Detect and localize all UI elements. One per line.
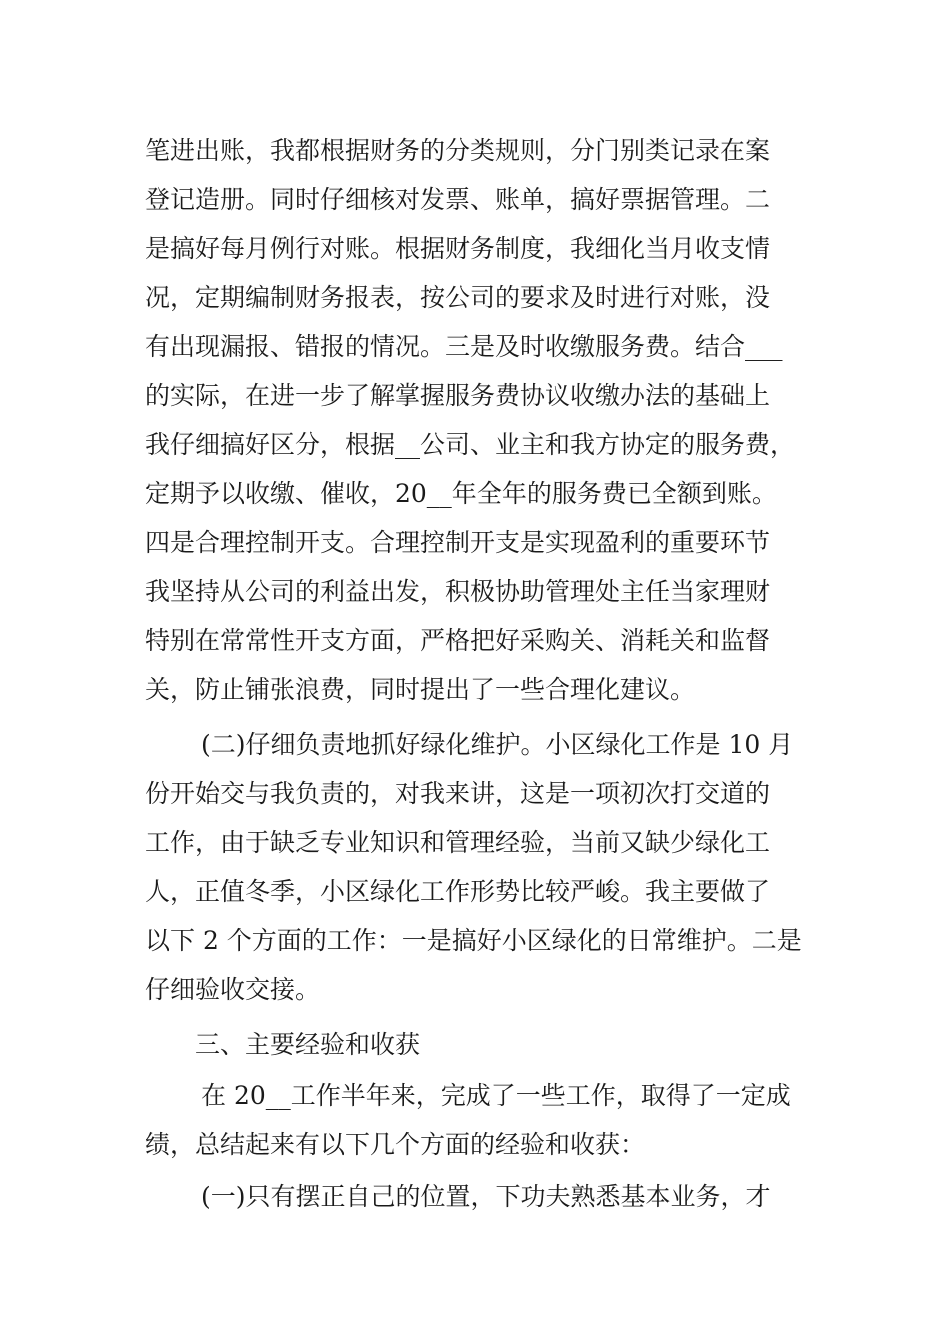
text-line: 我仔细搞好区分，根据__公司、业主和我方协定的服务费， (145, 430, 796, 459)
text-line: 以下 2 个方面的工作：一是搞好小区绿化的日常维护。二是 (145, 926, 802, 955)
paragraph-experience (145, 1172, 825, 1221)
heading-line: 三、主要经验和收获 (195, 1030, 421, 1059)
text-line: (二)仔细负责地抓好绿化维护。小区绿化工作是 10 月 (201, 730, 794, 759)
text-line: 份开始交与我负责的，对我来讲，这是一项初次打交道的 (145, 779, 771, 808)
text-line: 特别在常常性开支方面，严格把好采购关、消耗关和监督 (145, 626, 771, 655)
text-line: 定期予以收缴、催收，20__年全年的服务费已全额到账。 (145, 479, 777, 508)
text-line: 四是合理控制开支。合理控制开支是实现盈利的重要环节 (145, 528, 771, 557)
paragraph-greening (145, 720, 825, 1014)
text-line: 登记造册。同时仔细核对发票、账单，搞好票据管理。二 (145, 185, 771, 214)
text-line: 关，防止铺张浪费，同时提出了一些合理化建议。 (145, 675, 696, 704)
text-line: 仔细验收交接。 (145, 975, 321, 1004)
paragraph-finance (145, 126, 825, 714)
text-line: 是搞好每月例行对账。根据财务制度，我细化当月收支情 (145, 234, 771, 263)
text-line: 绩，总结起来有以下几个方面的经验和收获： (145, 1130, 646, 1159)
paragraph-summary (145, 1071, 825, 1169)
text-line: 我坚持从公司的利益出发，积极协助管理处主任当家理财 (145, 577, 771, 606)
section-heading (145, 1020, 825, 1069)
text-line: 在 20__工作半年来，完成了一些工作，取得了一定成 (201, 1081, 791, 1110)
text-line: 况，定期编制财务报表，按公司的要求及时进行对账，没 (145, 283, 771, 312)
text-line: 工作，由于缺乏专业知识和管理经验，当前又缺少绿化工 (145, 828, 771, 857)
text-line: 有出现漏报、错报的情况。三是及时收缴服务费。结合___ (145, 332, 783, 361)
text-line: (一)只有摆正自己的位置，下功夫熟悉基本业务，才 (201, 1182, 771, 1211)
text-line: 的实际，在进一步了解掌握服务费协议收缴办法的基础上 (145, 381, 771, 410)
text-line: 人，正值冬季，小区绿化工作形势比较严峻。我主要做了 (145, 877, 771, 906)
text-line: 笔进出账，我都根据财务的分类规则，分门别类记录在案 (145, 136, 771, 165)
